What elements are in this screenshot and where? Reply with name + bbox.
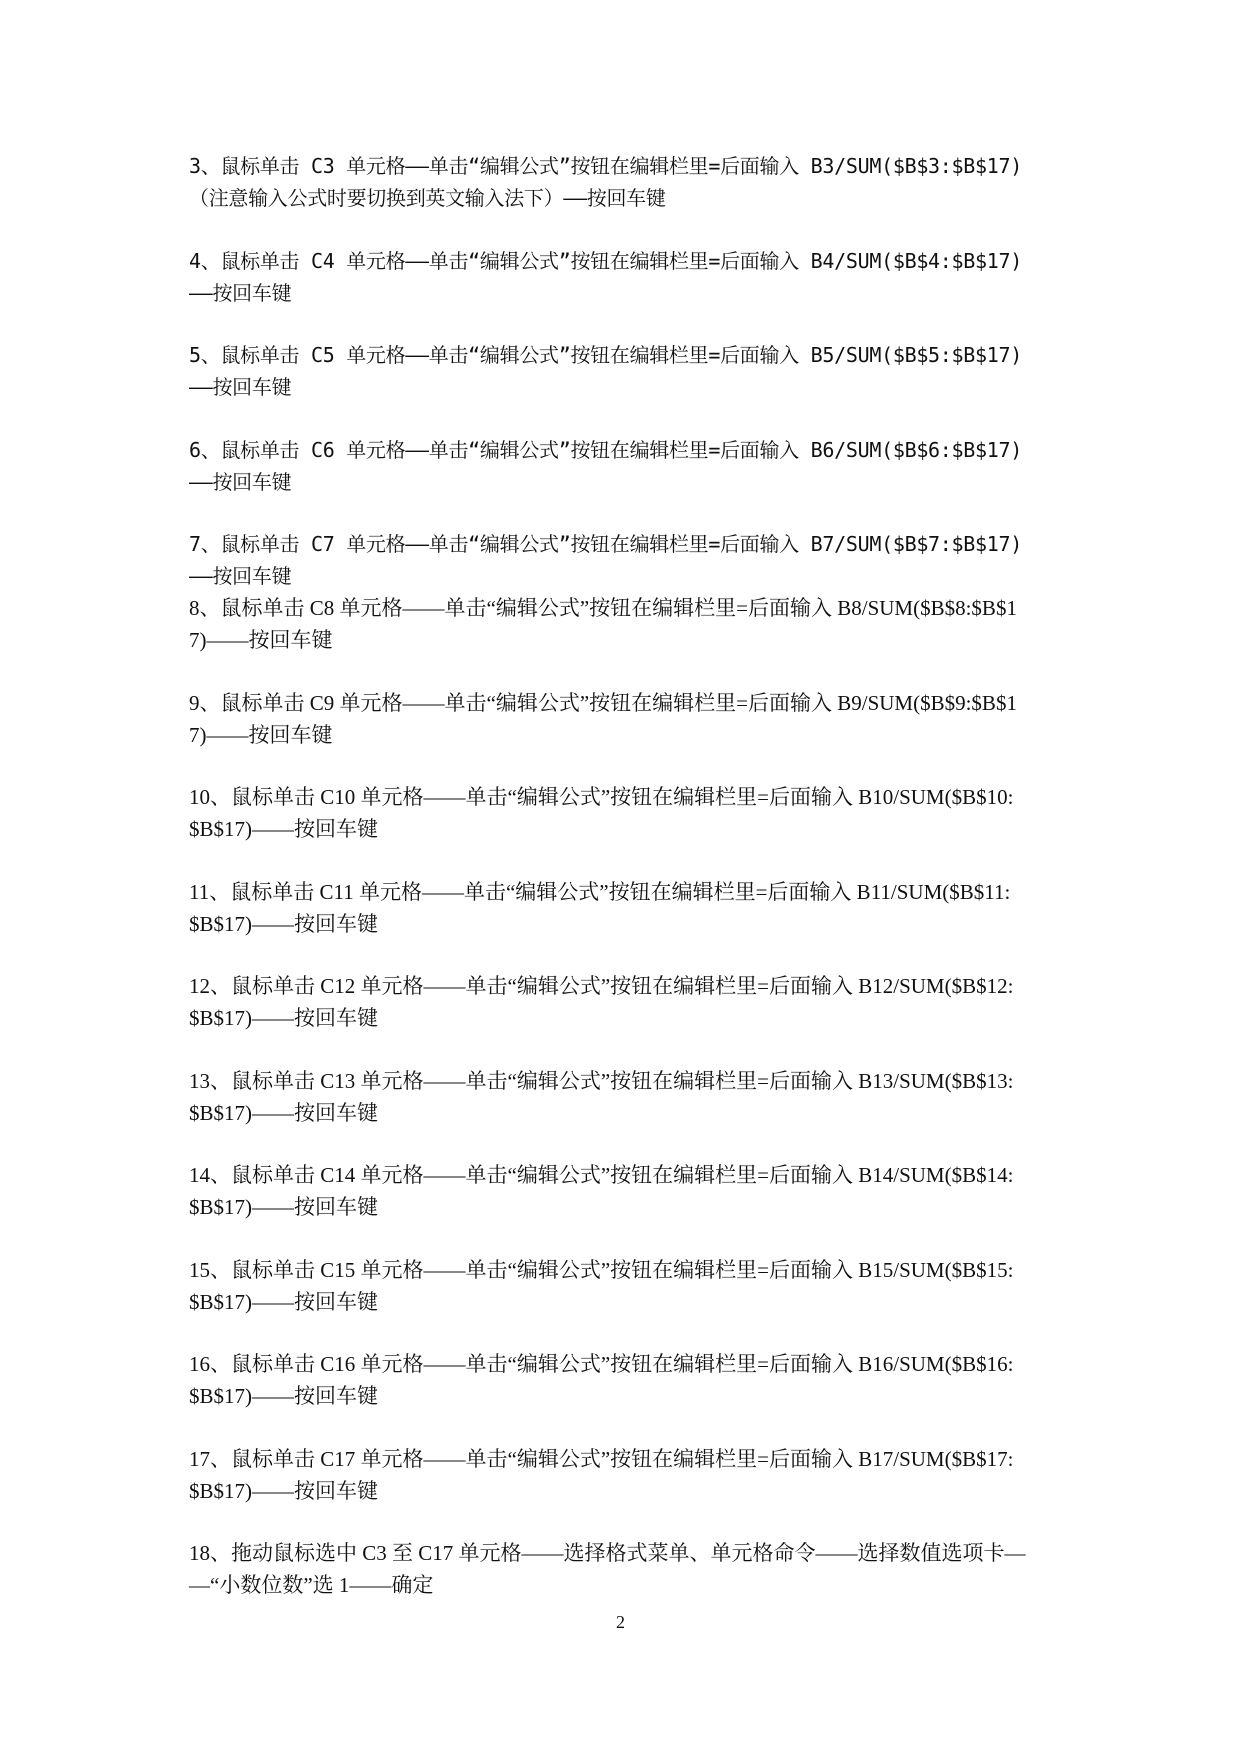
- step-9-line-1: 9、鼠标单击 C9 单元格——单击“编辑公式”按钮在编辑栏里=后面输入 B9/SUM($B$9:$B$1: [189, 691, 1017, 715]
- step-12-paragraph: [189, 970, 1059, 1034]
- step-3-paragraph: [189, 150, 1059, 214]
- step-13-line-2: $B$17)——按回车键: [189, 1101, 378, 1125]
- step-11-line-1: 11、鼠标单击 C11 单元格——单击“编辑公式”按钮在编辑栏里=后面输入 B11/SUM($B$11:: [189, 880, 1011, 904]
- step-13-paragraph: [189, 1065, 1059, 1129]
- step-15-line-2: $B$17)——按回车键: [189, 1290, 378, 1314]
- step-7-paragraph: [189, 528, 1059, 592]
- step-10-paragraph: [189, 781, 1059, 845]
- step-16-paragraph: [189, 1348, 1059, 1412]
- step-16-line-2: $B$17)——按回车键: [189, 1384, 378, 1408]
- step-18-line-2: —“小数位数”选 1——确定: [189, 1573, 434, 1597]
- step-5-line-1: 5、鼠标单击 C5 单元格——单击“编辑公式”按钮在编辑栏里=后面输入 B5/SUM($B$5:$B$17): [189, 343, 1022, 367]
- step-6-line-1: 6、鼠标单击 C6 单元格——单击“编辑公式”按钮在编辑栏里=后面输入 B6/SUM($B$6:$B$17): [189, 438, 1022, 462]
- step-8-line-1: 8、鼠标单击 C8 单元格——单击“编辑公式”按钮在编辑栏里=后面输入 B8/SUM($B$8:$B$1: [189, 596, 1017, 620]
- step-3-line-1: 3、鼠标单击 C3 单元格——单击“编辑公式”按钮在编辑栏里=后面输入 B3/SUM($B$3:$B$17): [189, 154, 1022, 178]
- step-7-line-1: 7、鼠标单击 C7 单元格——单击“编辑公式”按钮在编辑栏里=后面输入 B7/SUM($B$7:$B$17): [189, 532, 1022, 556]
- step-14-line-1: 14、鼠标单击 C14 单元格——单击“编辑公式”按钮在编辑栏里=后面输入 B14/SUM($B$14:: [189, 1163, 1014, 1187]
- step-16-line-1: 16、鼠标单击 C16 单元格——单击“编辑公式”按钮在编辑栏里=后面输入 B16/SUM($B$16:: [189, 1352, 1014, 1376]
- step-12-line-2: $B$17)——按回车键: [189, 1006, 378, 1030]
- step-8-paragraph: [189, 592, 1059, 656]
- step-17-paragraph: [189, 1443, 1059, 1507]
- step-6-paragraph: [189, 434, 1059, 498]
- step-14-line-2: $B$17)——按回车键: [189, 1195, 378, 1219]
- step-10-line-2: $B$17)——按回车键: [189, 817, 378, 841]
- step-4-paragraph: [189, 245, 1059, 309]
- step-4-line-2: ——按回车键: [189, 281, 292, 305]
- step-18-paragraph: [189, 1537, 1059, 1601]
- step-17-line-2: $B$17)——按回车键: [189, 1479, 378, 1503]
- step-4-line-1: 4、鼠标单击 C4 单元格——单击“编辑公式”按钮在编辑栏里=后面输入 B4/SUM($B$4:$B$17): [189, 249, 1022, 273]
- step-13-line-1: 13、鼠标单击 C13 单元格——单击“编辑公式”按钮在编辑栏里=后面输入 B13/SUM($B$13:: [189, 1069, 1014, 1093]
- step-8-line-2: 7)——按回车键: [189, 628, 333, 652]
- step-12-line-1: 12、鼠标单击 C12 单元格——单击“编辑公式”按钮在编辑栏里=后面输入 B12/SUM($B$12:: [189, 974, 1014, 998]
- step-10-line-1: 10、鼠标单击 C10 单元格——单击“编辑公式”按钮在编辑栏里=后面输入 B10/SUM($B$10:: [189, 785, 1014, 809]
- step-6-line-2: ——按回车键: [189, 470, 292, 494]
- step-7-line-2: ——按回车键: [189, 564, 292, 588]
- step-17-line-1: 17、鼠标单击 C17 单元格——单击“编辑公式”按钮在编辑栏里=后面输入 B17/SUM($B$17:: [189, 1447, 1014, 1471]
- step-9-line-2: 7)——按回车键: [189, 723, 333, 747]
- step-3-line-2: （注意输入公式时要切换到英文输入法下）——按回车键: [189, 186, 666, 210]
- step-5-line-2: ——按回车键: [189, 375, 292, 399]
- step-5-paragraph: [189, 339, 1059, 403]
- step-14-paragraph: [189, 1159, 1059, 1223]
- step-18-line-1: 18、拖动鼠标选中 C3 至 C17 单元格——选择格式菜单、单元格命令——选择数值选项卡—: [189, 1541, 1026, 1565]
- step-15-line-1: 15、鼠标单击 C15 单元格——单击“编辑公式”按钮在编辑栏里=后面输入 B15/SUM($B$15:: [189, 1258, 1014, 1282]
- step-15-paragraph: [189, 1254, 1059, 1318]
- step-9-paragraph: [189, 687, 1059, 751]
- step-11-paragraph: [189, 876, 1059, 940]
- step-11-line-2: $B$17)——按回车键: [189, 912, 378, 936]
- page-number: 2: [616, 1612, 625, 1632]
